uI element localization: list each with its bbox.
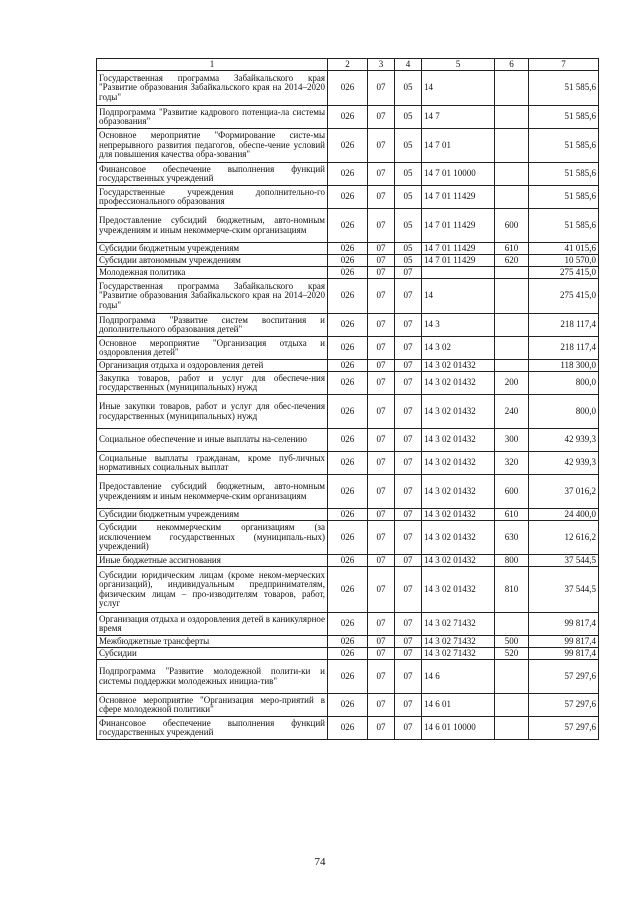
cell-name: Межбюджетные трансферты [97, 636, 328, 648]
cell-name: Иные бюджетные ассигнования [97, 555, 328, 567]
cell-expense-type [495, 360, 529, 372]
table-row [97, 71, 599, 106]
cell-subsection: 07 [395, 452, 422, 475]
cell-amount: 41 015,6 [529, 243, 599, 255]
cell-admin-code: 026 [328, 648, 368, 660]
cell-amount: 218 117,4 [529, 314, 599, 337]
table-row [97, 429, 599, 452]
cell-admin-code: 026 [328, 521, 368, 555]
cell-subsection: 05 [395, 129, 422, 163]
cell-expense-type: 610 [495, 509, 529, 521]
cell-target-article: 14 6 01 [422, 694, 495, 717]
cell-expense-type: 810 [495, 567, 529, 613]
table-row [97, 314, 599, 337]
cell-section: 07 [368, 395, 395, 429]
cell-target-article: 14 7 01 11429 [422, 209, 495, 243]
cell-name: Основное мероприятие "Организация меро-приятий в сфере молодежной политики" [97, 694, 328, 717]
cell-section: 07 [368, 717, 395, 740]
cell-admin-code: 026 [328, 429, 368, 452]
cell-subsection: 07 [395, 660, 422, 694]
cell-target-article: 14 7 01 [422, 129, 495, 163]
cell-expense-type: 620 [495, 255, 529, 267]
cell-expense-type [495, 717, 529, 740]
cell-amount: 12 616,2 [529, 521, 599, 555]
cell-name: Социальные выплаты гражданам, кроме пуб-личных нормативных социальных выплат [97, 452, 328, 475]
table-row [97, 243, 599, 255]
cell-expense-type [495, 106, 529, 129]
cell-admin-code: 026 [328, 71, 368, 106]
cell-target-article: 14 3 02 [422, 337, 495, 360]
cell-name: Социальное обеспечение и иные выплаты на-селению [97, 429, 328, 452]
cell-subsection: 07 [395, 372, 422, 395]
cell-subsection: 07 [395, 337, 422, 360]
cell-section: 07 [368, 694, 395, 717]
table-row [97, 163, 599, 186]
cell-expense-type: 240 [495, 395, 529, 429]
cell-admin-code: 026 [328, 636, 368, 648]
cell-section: 07 [368, 429, 395, 452]
cell-amount: 42 939,3 [529, 429, 599, 452]
cell-name: Молодежная политика [97, 267, 328, 279]
cell-expense-type [495, 71, 529, 106]
cell-expense-type: 800 [495, 555, 529, 567]
cell-section: 07 [368, 279, 395, 314]
table-row [97, 372, 599, 395]
table-row [97, 452, 599, 475]
cell-amount: 57 297,6 [529, 717, 599, 740]
cell-admin-code: 026 [328, 267, 368, 279]
cell-name: Иные закупки товаров, работ и услуг для обес-печения государственных (муниципальных) нужд [97, 395, 328, 429]
cell-amount: 51 585,6 [529, 209, 599, 243]
cell-expense-type [495, 694, 529, 717]
cell-subsection: 07 [395, 636, 422, 648]
cell-target-article: 14 3 02 01432 [422, 395, 495, 429]
cell-admin-code: 026 [328, 129, 368, 163]
table-body [97, 71, 599, 740]
cell-section: 07 [368, 555, 395, 567]
table-row [97, 475, 599, 509]
cell-section: 07 [368, 106, 395, 129]
cell-target-article: 14 6 [422, 660, 495, 694]
cell-section: 07 [368, 186, 395, 209]
cell-section: 07 [368, 636, 395, 648]
cell-target-article: 14 3 02 01432 [422, 452, 495, 475]
cell-section: 07 [368, 129, 395, 163]
cell-amount: 99 817,4 [529, 613, 599, 636]
cell-section: 07 [368, 567, 395, 613]
cell-target-article: 14 7 01 10000 [422, 163, 495, 186]
column-header: 7 [529, 59, 599, 71]
column-header: 3 [368, 59, 395, 71]
cell-admin-code: 026 [328, 314, 368, 337]
cell-expense-type [495, 186, 529, 209]
cell-name: Субсидии бюджетным учреждениям [97, 243, 328, 255]
page-number: 74 [314, 856, 326, 868]
cell-subsection: 07 [395, 555, 422, 567]
cell-section: 07 [368, 314, 395, 337]
cell-section: 07 [368, 243, 395, 255]
cell-target-article: 14 7 01 11429 [422, 255, 495, 267]
table-row [97, 255, 599, 267]
cell-subsection: 05 [395, 163, 422, 186]
cell-target-article: 14 3 02 01432 [422, 521, 495, 555]
cell-amount: 51 585,6 [529, 163, 599, 186]
table-row [97, 186, 599, 209]
table-row [97, 337, 599, 360]
cell-admin-code: 026 [328, 694, 368, 717]
cell-target-article: 14 3 02 01432 [422, 429, 495, 452]
cell-expense-type: 200 [495, 372, 529, 395]
cell-name: Государственная программа Забайкальского края "Развитие образования Забайкальского края на 2014–2020 годы" [97, 279, 328, 314]
cell-target-article: 14 7 01 11429 [422, 243, 495, 255]
table-row [97, 129, 599, 163]
cell-subsection: 07 [395, 567, 422, 613]
cell-amount: 800,0 [529, 395, 599, 429]
cell-admin-code: 026 [328, 163, 368, 186]
cell-name: Субсидии автономным учреждениям [97, 255, 328, 267]
cell-expense-type [495, 163, 529, 186]
cell-section: 07 [368, 163, 395, 186]
cell-subsection: 07 [395, 360, 422, 372]
table-row [97, 567, 599, 613]
cell-name: Государственные учреждения дополнительно-го профессионального образования [97, 186, 328, 209]
cell-name: Финансовое обеспечение выполнения функций государственных учреждений [97, 163, 328, 186]
cell-expense-type [495, 337, 529, 360]
cell-subsection: 05 [395, 186, 422, 209]
table-row [97, 717, 599, 740]
cell-name: Предоставление субсидий бюджетным, авто-номным учреждениям и иным некоммерче-ским организациям [97, 475, 328, 509]
cell-admin-code: 026 [328, 360, 368, 372]
cell-subsection: 05 [395, 106, 422, 129]
cell-section: 07 [368, 337, 395, 360]
cell-target-article: 14 [422, 71, 495, 106]
cell-admin-code: 026 [328, 243, 368, 255]
cell-section: 07 [368, 71, 395, 106]
cell-section: 07 [368, 372, 395, 395]
cell-amount: 51 585,6 [529, 71, 599, 106]
cell-subsection: 07 [395, 429, 422, 452]
cell-subsection: 05 [395, 209, 422, 243]
cell-subsection: 07 [395, 395, 422, 429]
cell-expense-type [495, 279, 529, 314]
cell-name: Подпрограмма "Развитие молодежной полити-ки и системы поддержки молодежных инициа-тив" [97, 660, 328, 694]
cell-name: Основное мероприятие "Формирование систе-мы непрерывного развития педагогов, обеспе-чение условий для повышения качества обра-зования" [97, 129, 328, 163]
cell-amount: 218 117,4 [529, 337, 599, 360]
cell-admin-code: 026 [328, 509, 368, 521]
cell-subsection: 05 [395, 255, 422, 267]
cell-amount: 99 817,4 [529, 636, 599, 648]
cell-admin-code: 026 [328, 337, 368, 360]
cell-name: Подпрограмма "Развитие систем воспитания и дополнительного образования детей" [97, 314, 328, 337]
cell-amount: 275 415,0 [529, 267, 599, 279]
cell-name: Предоставление субсидий бюджетным, авто-номным учреждениям и иным некоммерче-ским организациям [97, 209, 328, 243]
cell-section: 07 [368, 360, 395, 372]
cell-name: Организация отдыха и оздоровления детей в каникулярное время [97, 613, 328, 636]
cell-expense-type: 500 [495, 636, 529, 648]
table-row [97, 509, 599, 521]
cell-name: Основное мероприятие "Организация отдыха и оздоровления детей" [97, 337, 328, 360]
cell-target-article: 14 3 02 71432 [422, 648, 495, 660]
table-row [97, 360, 599, 372]
table-row [97, 209, 599, 243]
cell-expense-type: 600 [495, 475, 529, 509]
cell-amount: 118 300,0 [529, 360, 599, 372]
column-header: 5 [422, 59, 495, 71]
cell-amount: 37 544,5 [529, 555, 599, 567]
cell-subsection: 05 [395, 243, 422, 255]
cell-admin-code: 026 [328, 372, 368, 395]
cell-amount: 37 016,2 [529, 475, 599, 509]
cell-name: Субсидии бюджетным учреждениям [97, 509, 328, 521]
cell-admin-code: 026 [328, 209, 368, 243]
cell-expense-type: 520 [495, 648, 529, 660]
cell-subsection: 07 [395, 267, 422, 279]
cell-section: 07 [368, 613, 395, 636]
cell-amount: 10 570,0 [529, 255, 599, 267]
cell-amount: 275 415,0 [529, 279, 599, 314]
cell-subsection: 07 [395, 509, 422, 521]
cell-target-article: 14 3 02 01432 [422, 475, 495, 509]
cell-target-article: 14 7 01 11429 [422, 186, 495, 209]
cell-subsection: 07 [395, 475, 422, 509]
cell-target-article: 14 3 02 01432 [422, 509, 495, 521]
cell-section: 07 [368, 452, 395, 475]
cell-expense-type [495, 129, 529, 163]
cell-amount: 24 400,0 [529, 509, 599, 521]
cell-admin-code: 026 [328, 279, 368, 314]
cell-subsection: 07 [395, 613, 422, 636]
cell-amount: 800,0 [529, 372, 599, 395]
cell-admin-code: 026 [328, 555, 368, 567]
table-row [97, 613, 599, 636]
cell-amount: 99 817,4 [529, 648, 599, 660]
cell-target-article: 14 7 [422, 106, 495, 129]
table-row [97, 267, 599, 279]
cell-section: 07 [368, 509, 395, 521]
table-row [97, 555, 599, 567]
cell-target-article: 14 3 02 01432 [422, 372, 495, 395]
cell-admin-code: 026 [328, 106, 368, 129]
cell-name: Закупка товаров, работ и услуг для обеспече-ния государственных (муниципальных) нужд [97, 372, 328, 395]
cell-admin-code: 026 [328, 395, 368, 429]
cell-admin-code: 026 [328, 660, 368, 694]
cell-section: 07 [368, 521, 395, 555]
cell-name: Организация отдыха и оздоровления детей [97, 360, 328, 372]
cell-admin-code: 026 [328, 475, 368, 509]
table-row [97, 395, 599, 429]
cell-expense-type: 320 [495, 452, 529, 475]
column-header: 1 [97, 59, 328, 71]
cell-admin-code: 026 [328, 613, 368, 636]
cell-amount: 37 544,5 [529, 567, 599, 613]
column-header: 6 [495, 59, 529, 71]
table-row [97, 106, 599, 129]
cell-target-article: 14 6 01 10000 [422, 717, 495, 740]
cell-admin-code: 026 [328, 717, 368, 740]
cell-target-article: 14 3 02 71432 [422, 636, 495, 648]
cell-subsection: 07 [395, 648, 422, 660]
cell-target-article: 14 3 02 71432 [422, 613, 495, 636]
cell-section: 07 [368, 267, 395, 279]
cell-name: Субсидии [97, 648, 328, 660]
cell-name: Государственная программа Забайкальского края "Развитие образования Забайкальского края на 2014–2020 годы" [97, 71, 328, 106]
cell-section: 07 [368, 209, 395, 243]
cell-amount: 57 297,6 [529, 694, 599, 717]
cell-admin-code: 026 [328, 567, 368, 613]
cell-subsection: 05 [395, 71, 422, 106]
table-row [97, 694, 599, 717]
cell-subsection: 07 [395, 521, 422, 555]
cell-expense-type: 630 [495, 521, 529, 555]
cell-expense-type: 610 [495, 243, 529, 255]
cell-amount: 42 939,3 [529, 452, 599, 475]
cell-subsection: 07 [395, 694, 422, 717]
cell-expense-type: 600 [495, 209, 529, 243]
cell-name: Финансовое обеспечение выполнения функций государственных учреждений [97, 717, 328, 740]
cell-section: 07 [368, 255, 395, 267]
cell-section: 07 [368, 475, 395, 509]
cell-target-article: 14 3 02 01432 [422, 567, 495, 613]
cell-admin-code: 026 [328, 452, 368, 475]
cell-expense-type [495, 613, 529, 636]
cell-amount: 57 297,6 [529, 660, 599, 694]
cell-subsection: 07 [395, 279, 422, 314]
cell-target-article: 14 3 02 01432 [422, 360, 495, 372]
table-header-row [97, 59, 599, 71]
cell-section: 07 [368, 648, 395, 660]
cell-amount: 51 585,6 [529, 186, 599, 209]
cell-name: Подпрограмма "Развитие кадрового потенциа-ла системы образования" [97, 106, 328, 129]
table-row [97, 648, 599, 660]
cell-name: Субсидии некоммерческим организациям (за исключением государственных (муниципаль-ных) учреждений) [97, 521, 328, 555]
cell-amount: 51 585,6 [529, 106, 599, 129]
cell-subsection: 07 [395, 717, 422, 740]
table-row [97, 636, 599, 648]
cell-expense-type: 300 [495, 429, 529, 452]
cell-expense-type [495, 314, 529, 337]
cell-name: Субсидии юридическим лицам (кроме неком-мерческих организаций), индивидуальным предпринимателям, физическим лицам – про-изводителям товаров, работ, услуг [97, 567, 328, 613]
cell-target-article [422, 267, 495, 279]
table-row [97, 521, 599, 555]
column-header: 4 [395, 59, 422, 71]
table-row [97, 660, 599, 694]
cell-section: 07 [368, 660, 395, 694]
cell-expense-type [495, 267, 529, 279]
cell-target-article: 14 3 02 01432 [422, 555, 495, 567]
cell-target-article: 14 [422, 279, 495, 314]
cell-admin-code: 026 [328, 186, 368, 209]
budget-table [96, 58, 599, 740]
cell-subsection: 07 [395, 314, 422, 337]
cell-amount: 51 585,6 [529, 129, 599, 163]
cell-admin-code: 026 [328, 255, 368, 267]
cell-expense-type [495, 660, 529, 694]
column-header: 2 [328, 59, 368, 71]
cell-target-article: 14 3 [422, 314, 495, 337]
table-row [97, 279, 599, 314]
